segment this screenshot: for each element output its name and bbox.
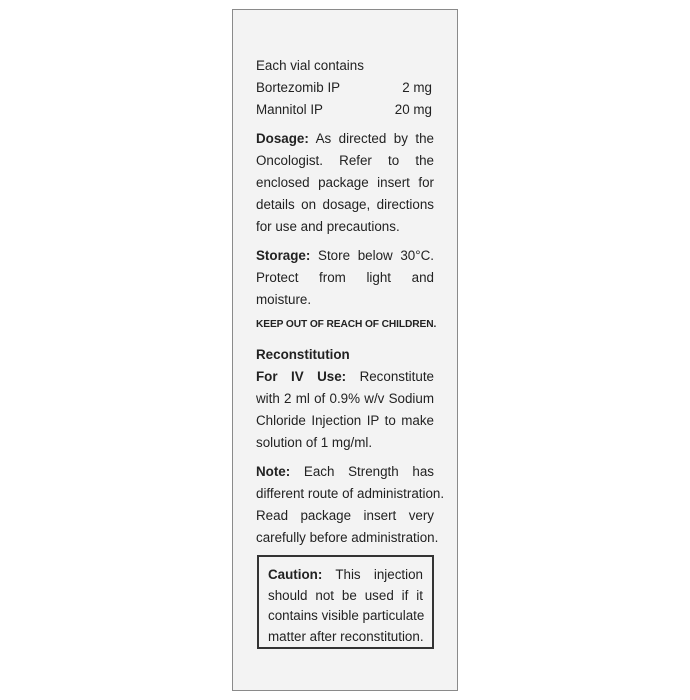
reconstitution-line: Chloride Injection IP to make bbox=[256, 413, 434, 428]
composition-row-bortezomib bbox=[256, 77, 434, 99]
reconstitution-heading: Reconstitution bbox=[256, 347, 350, 362]
reconstitution-line: with 2 ml of 0.9% w/v Sodium bbox=[256, 391, 434, 406]
label-text-content bbox=[256, 55, 445, 549]
caution-line: matter after reconstitution. bbox=[268, 628, 424, 644]
note-line: Read package insert very bbox=[256, 508, 434, 523]
ingredient-name: Mannitol IP bbox=[256, 102, 323, 117]
iv-use-label: For IV Use: bbox=[256, 369, 347, 384]
storage-line: Protect from light and bbox=[256, 270, 434, 285]
dosage-line: enclosed package insert for bbox=[256, 175, 434, 190]
storage-line: moisture. bbox=[256, 292, 312, 307]
dosage-line: for use and precautions. bbox=[256, 219, 400, 234]
reconstitution-line: solution of 1 mg/ml. bbox=[256, 435, 373, 450]
caution-box bbox=[257, 555, 434, 649]
dosage-label: Dosage: bbox=[256, 131, 309, 146]
composition-row-mannitol bbox=[256, 99, 434, 121]
dosage-line: Dosage: As directed by the bbox=[256, 131, 435, 146]
reconstitution-line: For IV Use: Reconstitute bbox=[256, 369, 434, 384]
note-line: different route of administration. bbox=[256, 486, 445, 501]
children-warning: KEEP OUT OF REACH OF CHILDREN. bbox=[256, 319, 437, 330]
ingredient-quantity: 2 mg bbox=[402, 80, 432, 95]
storage-line: Storage: Store below 30°C. bbox=[256, 248, 434, 263]
caution-line: contains visible particulate bbox=[268, 608, 425, 623]
label-panel bbox=[232, 9, 458, 691]
note-line: carefully before administration. bbox=[256, 530, 439, 545]
ingredient-name: Bortezomib IP bbox=[256, 80, 341, 95]
caution-label: Caution: bbox=[268, 567, 323, 582]
caution-line: should not be used if it bbox=[268, 587, 423, 603]
dosage-line: Oncologist. Refer to the bbox=[256, 153, 434, 168]
note-label: Note: bbox=[256, 464, 291, 479]
composition-heading: Each vial contains bbox=[256, 58, 364, 73]
ingredient-quantity: 20 mg bbox=[394, 102, 432, 117]
storage-label: Storage: bbox=[256, 248, 311, 263]
caution-line: Caution: This injection bbox=[268, 567, 423, 582]
note-line: Note: Each Strength has bbox=[256, 464, 434, 479]
dosage-line: details on dosage, directions bbox=[256, 197, 434, 212]
